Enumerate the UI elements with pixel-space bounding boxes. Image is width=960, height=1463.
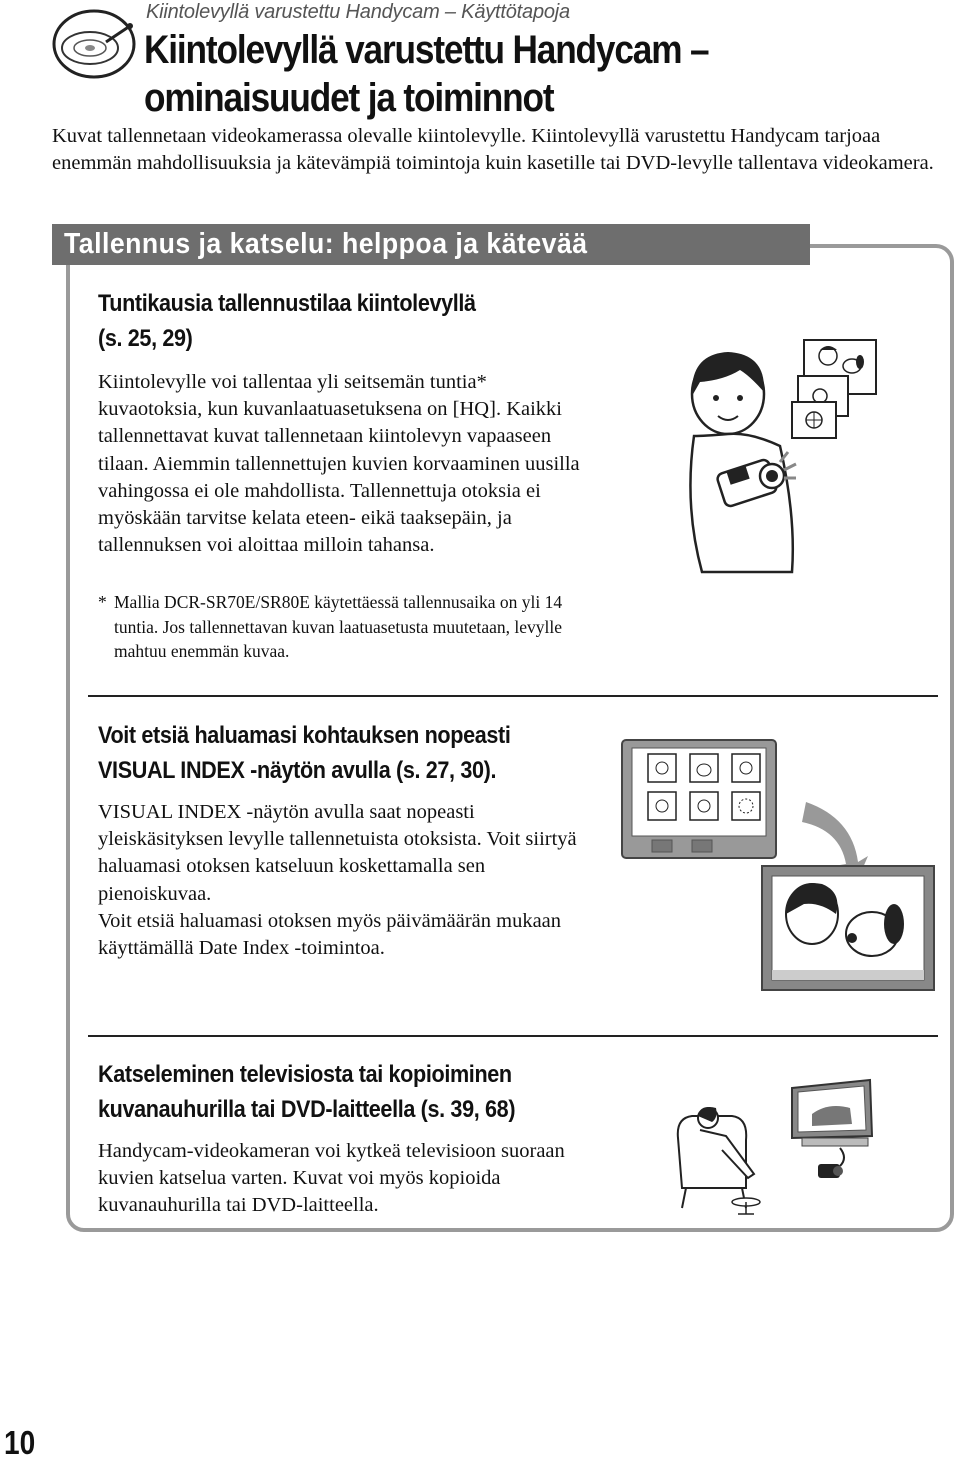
page-title-line2: ominaisuudet ja toiminnot (144, 76, 554, 120)
feature-heading-line2: (s. 25, 29) (98, 325, 193, 352)
feature-body-p1: VISUAL INDEX -näytön avulla saat nopeasti yleiskäsityksen levylle tallennetuista otoksista. Voit siirtyä haluamasi otoksen katseluun koskettamalla sen pienoiskuvaa. (98, 801, 577, 905)
feature-heading (98, 718, 566, 788)
camcorder-icon (818, 1148, 844, 1178)
tv-screen-icon (762, 866, 934, 990)
person-icon (690, 352, 792, 572)
photo-stack-icon (792, 340, 876, 438)
intro-paragraph: Kuvat tallennetaan videokamerassa olevalle kiintolevylle. Kiintolevyllä varustettu Handycam tarjoaa enemmän mahdollisuuksia ja kätevämpiä toimintoja kuin kasetille tai DVD-levylle tallentava videokamera. (52, 125, 934, 174)
feature-footnote (98, 590, 584, 664)
feature-body (98, 799, 588, 962)
hard-disk-icon (50, 4, 140, 80)
page-number: 10 (4, 1424, 36, 1461)
footnote-text: Mallia DCR-SR70E/SR80E käytettäessä tallennusaika on yli 14 tuntia. Jos tallennettavan kuvan laatuasetusta muutetaan, levylle mahtuu enemmän kuvaa. (114, 592, 563, 661)
feature-heading-line1: Voit etsiä haluamasi kohtauksen nopeasti (98, 722, 511, 749)
feature-body-p2: Voit etsiä haluamasi otoksen myös päivämäärän mukaan käyttämällä Date Index -toimintoa. (98, 909, 562, 960)
feature-heading-line2: kuvanauhurilla tai DVD-laitteella (s. 39, 68) (98, 1096, 516, 1123)
divider-2 (88, 1035, 938, 1037)
section-kicker: Kiintolevyllä varustettu Handycam – Käyttötapoja (146, 1, 570, 23)
footnote-marker: * (98, 592, 107, 612)
feature-body: Kiintolevylle voi tallentaa yli seitsemän tuntia* kuvaotoksia, kun kuvanlaatuasetuksena on [HQ]. Kaikki tallennettavat kuvat tallennetaan kiintolevyn vapaaseen tilaan. Aiemmin tallennettujen kuvien korvaaminen uusilla vahingossa ei ole mahdollista. Tallennettuja otoksia ei myöskään tarvitse kelata eteen- eikä taaksepäin, ja tallennuksen voi aloittaa milloin tahansa. (98, 371, 580, 557)
feature-recording-time (98, 286, 618, 356)
feature-heading-line1: Tuntikausia tallennustilaa kiintolevyllä (98, 290, 476, 317)
feature-heading (98, 1057, 566, 1127)
feature-heading-line1: Katseleminen televisiosta tai kopioiminen (98, 1061, 512, 1088)
visual-index-illustration (620, 738, 940, 996)
television-icon (792, 1080, 872, 1146)
feature-visual-index (98, 718, 618, 788)
section-banner-text: Tallennus ja katselu: helppoa ja kätevää (64, 228, 588, 260)
armchair-person-icon (678, 1107, 760, 1214)
visual-index-screen-icon (622, 740, 776, 858)
divider-1 (88, 695, 938, 697)
feature-tv-copy (98, 1057, 618, 1127)
tv-viewing-illustration (672, 1078, 892, 1218)
feature-heading-line2: VISUAL INDEX -näytön avulla (s. 27, 30). (98, 757, 497, 784)
page-title-line1: Kiintolevyllä varustettu Handycam – (144, 28, 709, 72)
page-title (144, 26, 708, 122)
feature-heading (98, 286, 566, 356)
camcorder-person-illustration (680, 336, 890, 581)
section-banner (52, 224, 810, 265)
feature-body: Handycam-videokameran voi kytkeä televisioon suoraan kuvien katselua varten. Kuvat voi myös kopioida kuvanauhurilla tai DVD-laitteella. (98, 1140, 565, 1217)
